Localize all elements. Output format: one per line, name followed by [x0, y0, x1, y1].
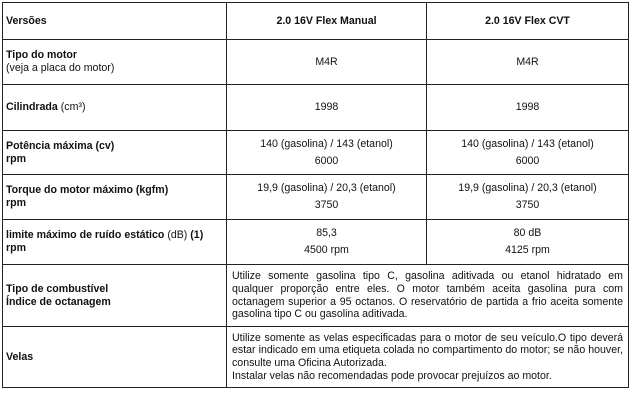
label-unit: (cm³)	[60, 101, 86, 114]
value-manual	[227, 220, 427, 265]
header-manual: 2.0 16V Flex Manual	[227, 3, 427, 40]
row-fuel	[3, 265, 629, 327]
value-b: 6000	[314, 154, 339, 167]
label-spark-plugs: Velas	[3, 327, 227, 388]
label-power	[3, 131, 227, 175]
label-text: Potência máxima (cv)	[6, 139, 115, 152]
label-text: Tipo do motor	[6, 49, 78, 62]
engine-specs-table	[2, 2, 629, 388]
label-fuel	[3, 265, 227, 327]
label-octane: Índice de octanagem	[6, 295, 111, 308]
header-cvt: 2.0 16V Flex CVT	[427, 3, 629, 40]
label-torque	[3, 175, 227, 220]
value-a: 19,9 (gasolina) / 20,3 (etanol)	[257, 182, 396, 195]
value-a: 140 (gasolina) / 143 (etanol)	[260, 137, 393, 150]
label-unit: (dB)	[167, 229, 188, 242]
header-row	[3, 3, 629, 40]
value-a: 19,9 (gasolina) / 20,3 (etanol)	[458, 182, 597, 195]
value-b: 3750	[515, 199, 540, 211]
row-torque	[3, 175, 629, 220]
value-a: 85,3	[316, 227, 337, 240]
value-manual	[227, 175, 427, 220]
label-line1	[6, 229, 223, 242]
spark-plugs-text: Utilize somente as velas especificadas para o motor de seu veículo.O tipo deverá estar indicado em uma etiqueta colada no compartimento do motor; se não houver, consulte uma Oficina Autorizada.	[232, 331, 623, 369]
label-displacement	[3, 85, 227, 131]
label-note: (1)	[190, 229, 204, 242]
value-a: 80 dB	[513, 227, 542, 240]
spark-plugs-warning: Instalar velas não recomendadas pode provocar prejuízos ao motor.	[232, 369, 552, 382]
value-cvt	[427, 131, 629, 175]
value-cvt: M4R	[427, 40, 629, 85]
value-cvt	[427, 175, 629, 220]
label-noise	[3, 220, 227, 265]
label-rpm: rpm	[6, 197, 27, 209]
value-cvt: 1998	[427, 85, 629, 131]
value-manual	[227, 131, 427, 175]
label-text: Torque do motor máximo (kgfm)	[6, 184, 169, 197]
row-noise	[3, 220, 629, 265]
value-b: 6000	[515, 154, 540, 167]
row-engine-type	[3, 40, 629, 85]
spark-plugs-description	[227, 327, 629, 388]
value-b: 4500 rpm	[304, 244, 349, 256]
label-text: Cilindrada	[6, 101, 58, 114]
row-power	[3, 131, 629, 175]
row-displacement	[3, 85, 629, 131]
value-a: 140 (gasolina) / 143 (etanol)	[461, 137, 594, 150]
label-text: limite máximo de ruído estático	[6, 229, 165, 242]
value-b: 4125 rpm	[505, 244, 550, 256]
header-versions: Versões	[3, 3, 227, 40]
value-manual: M4R	[227, 40, 427, 85]
label-sub: (veja a placa do motor)	[6, 62, 115, 74]
value-cvt	[427, 220, 629, 265]
label-text: Tipo de combustível	[6, 282, 109, 295]
fuel-description: Utilize somente gasolina tipo C, gasolina aditivada ou etanol hidratado em qualquer proporção entre eles. O motor também aceita gasolina pura com octanagem superior a 95 octanos. O reservatório de partida a frio aceita somente gasolina tipo C ou gasolina aditivada.	[227, 265, 629, 327]
value-manual: 1998	[227, 85, 427, 131]
label-engine-type	[3, 40, 227, 85]
label-rpm: rpm	[6, 152, 27, 165]
row-spark-plugs	[3, 327, 629, 388]
label-rpm: rpm	[6, 242, 27, 254]
value-b: 3750	[314, 199, 339, 211]
